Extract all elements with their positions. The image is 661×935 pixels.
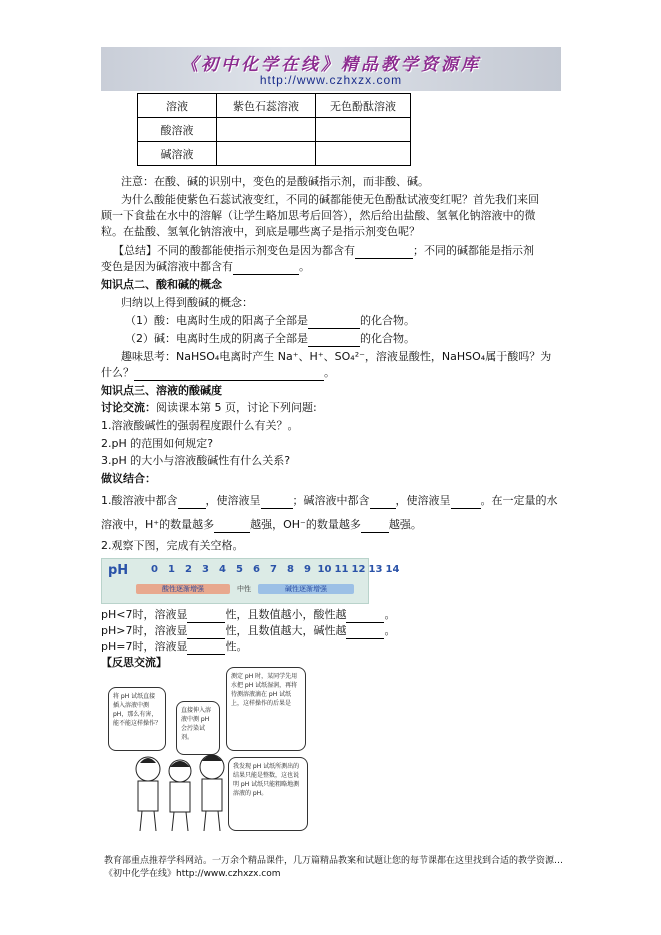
ph-line: pH<7时，溶液显 性，且数值越小，酸性越 。 xyxy=(101,608,396,621)
ph-number: 1 xyxy=(168,564,175,575)
footer-note: 教育部重点推荐学科网站。一万余个精品课件，几万篇精品教案和试题让您的每节课都在这里找到合适的教学资源…《初中化学在线》http://www.czhxzx.com xyxy=(104,856,564,879)
ph-number: 4 xyxy=(219,564,226,575)
acid-definition: （1）酸：电离时生成的阳离子全部是 的化合物。 xyxy=(125,314,415,327)
speech-bubble: 测定 pH 时，某同学先用水把 pH 试纸湿润，再将待测溶液滴在 pH 试纸上，这样操作的后果是 xyxy=(226,667,306,751)
section-title: 知识点三、溶液的酸碱度 xyxy=(101,384,222,397)
ph-line: pH>7时，溶液显 性，且数值越大，碱性越 。 xyxy=(101,624,396,637)
answer-blank[interactable] xyxy=(355,246,413,259)
table-header-cell: 溶液 xyxy=(138,94,217,118)
instruction: 2.观察下图，完成有关空格。 xyxy=(101,539,244,552)
ph-number: 11 xyxy=(334,564,349,575)
fill-line: 溶液中，H⁺的数量越多 越强，OH⁻的数量越多 越强。 xyxy=(101,518,422,531)
answer-blank[interactable] xyxy=(346,626,384,639)
indicator-table xyxy=(137,93,411,166)
base-arrow: 碱性逐渐增强 xyxy=(258,584,354,594)
ph-number: 3 xyxy=(202,564,209,575)
ph-line: pH=7时，溶液显 性。 xyxy=(101,640,248,653)
summary-line: 变色是因为碱溶液中都含有 。 xyxy=(101,260,310,273)
ph-number: 10 xyxy=(317,564,332,575)
neutral-label: 中性 xyxy=(237,585,251,593)
students-illustration xyxy=(104,749,234,833)
answer-blank[interactable] xyxy=(214,520,250,533)
table-header-cell: 紫色石蕊溶液 xyxy=(217,94,316,118)
ph-number: 2 xyxy=(185,564,192,575)
ph-number: 7 xyxy=(270,564,277,575)
answer-blank[interactable] xyxy=(233,262,299,275)
table-row-label: 碱溶液 xyxy=(138,142,217,166)
kp2-intro: 归纳以上得到酸碱的概念： xyxy=(121,296,253,309)
cartoon-figure xyxy=(104,667,310,833)
question: 3.pH 的大小与溶液酸碱性有什么关系? xyxy=(101,454,291,467)
answer-blank[interactable] xyxy=(261,496,293,509)
answer-blank[interactable] xyxy=(187,626,225,639)
answer-blank[interactable] xyxy=(361,520,389,533)
ph-number: 5 xyxy=(236,564,243,575)
speech-bubble: 我发现 pH 试纸所测出的结果只能是整数，这也说明 pH 试纸只能粗略地测溶液的 pH。 xyxy=(228,757,308,831)
fun-question: 什么？ 。 xyxy=(101,366,335,379)
answer-blank[interactable] xyxy=(308,316,360,329)
ph-numbers xyxy=(146,564,401,575)
answer-blank[interactable] xyxy=(451,496,481,509)
answer-blank[interactable] xyxy=(178,496,206,509)
para-line: 为什么酸能使紫色石蕊试液变红，不同的碱都能使无色酚酞试液变红呢？首先我们来回 xyxy=(121,193,539,206)
ph-number: 9 xyxy=(304,564,311,575)
ph-number: 0 xyxy=(151,564,158,575)
acid-arrow: 酸性逐渐增强 xyxy=(136,584,230,594)
ph-number: 8 xyxy=(287,564,294,575)
speech-bubble: 将 pH 试纸直接插入溶液中测 pH，那么有害，能不能这样操作？ xyxy=(108,687,166,751)
answer-blank[interactable] xyxy=(370,496,396,509)
answer-blank[interactable] xyxy=(187,610,225,623)
ph-number: 14 xyxy=(385,564,400,575)
base-definition: （2）碱：电离时生成的阴离子全部是 的化合物。 xyxy=(125,332,415,345)
note: 注意：在酸、碱的识别中，变色的是酸碱指示剂，而非酸、碱。 xyxy=(121,175,429,188)
para-line: 顾一下食盐在水中的溶解（让学生略加思考后回答），然后给出盐酸、氢氧化钠溶液中的微 xyxy=(101,209,536,222)
ph-number: 6 xyxy=(253,564,260,575)
table-header-cell: 无色酚酞溶液 xyxy=(316,94,411,118)
answer-blank[interactable] xyxy=(187,642,225,655)
reflect-title: 【反思交流】 xyxy=(101,656,167,669)
section-title: 知识点二、酸和碱的概念 xyxy=(101,278,222,291)
discuss: 讨论交流：阅读课本第 5 页，讨论下列问题: xyxy=(101,401,317,414)
question: 1.溶液酸碱性的强弱程度跟什么有关？。 xyxy=(101,419,299,432)
answer-blank[interactable] xyxy=(308,334,360,347)
ph-number: 13 xyxy=(368,564,383,575)
summary-line: 【总结】不同的酸都能使指示剂变色是因为都含有 ；不同的碱都能是指示剂 xyxy=(113,244,534,257)
header-banner xyxy=(101,47,561,91)
ph-label: pH xyxy=(108,563,129,578)
section-subtitle: 做议结合： xyxy=(101,472,156,485)
para-line: 粒。在盐酸、氢氧化钠溶液中，到底是哪些离子是指示剂变色呢？ xyxy=(101,225,420,238)
banner-url[interactable]: http://www.czhxzx.com xyxy=(259,73,403,87)
table-row-label: 酸溶液 xyxy=(138,118,217,142)
answer-blank[interactable] xyxy=(346,610,384,623)
ph-scale-figure xyxy=(101,558,400,604)
banner-title: 《初中化学在线》精品教学资源库 xyxy=(181,55,481,75)
fill-line: 1.酸溶液中都含 ，使溶液呈 ；碱溶液中都含 ，使溶液呈 。在一定量的水 xyxy=(101,494,558,507)
speech-bubble: 直接伸入溶液中测 pH 会污染试剂。 xyxy=(176,701,220,755)
ph-number: 12 xyxy=(351,564,366,575)
question: 2.pH 的范围如何规定? xyxy=(101,437,214,450)
fun-question: 趣味思考：NaHSO₄电离时产生 Na⁺、H⁺、SO₄²⁻，溶液显酸性，NaHSO₄属于酸吗？为 xyxy=(121,350,552,363)
answer-blank[interactable] xyxy=(134,368,324,381)
